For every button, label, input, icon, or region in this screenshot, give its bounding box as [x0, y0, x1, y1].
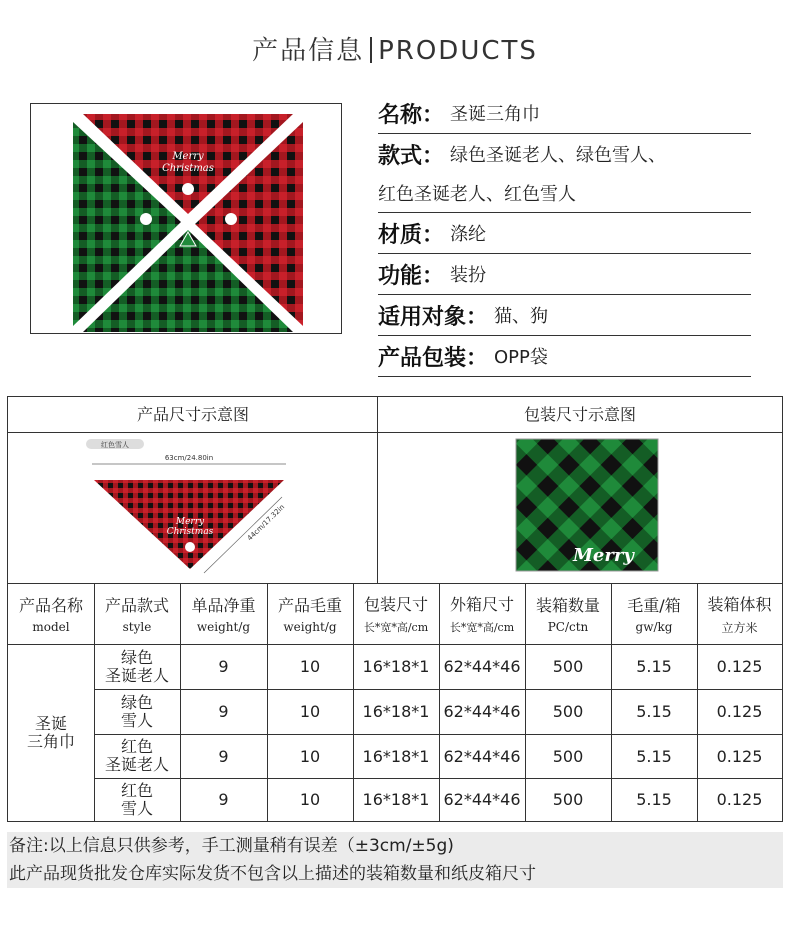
row-carton-weight: 5.15 — [636, 790, 672, 809]
row-carton-volume: 0.125 — [716, 702, 763, 721]
header-gross-weight — [267, 583, 353, 644]
header-carton-volume-en: 立方米 — [721, 620, 758, 635]
product-size-header: 产品尺寸示意图 — [8, 397, 378, 433]
header-style-cn: 产品款式 — [104, 596, 169, 615]
row-style-line1: 绿色 — [120, 692, 153, 712]
spec-table — [7, 396, 783, 822]
notes-block — [7, 832, 783, 888]
header-carton-weight-en: gw/kg — [635, 620, 673, 634]
page-title — [0, 30, 790, 67]
header-model — [8, 583, 94, 644]
title-divider — [370, 37, 372, 63]
row-gross-weight: 10 — [299, 746, 321, 766]
info-target-row — [378, 295, 751, 336]
santa-figure-2 — [225, 213, 237, 225]
header-package-size-cn: 包装尺寸 — [363, 595, 428, 614]
bandana-text-top: Merry — [172, 151, 204, 162]
row-net-weight: 9 — [218, 790, 229, 809]
info-material-key: 材质： — [378, 222, 445, 248]
style-tag: 红色雪人 — [101, 441, 129, 449]
row-style — [94, 644, 180, 689]
row-gross-weight: 10 — [299, 702, 321, 721]
info-style-value-2: 红色圣诞老人、红色雪人 — [378, 183, 576, 205]
info-name-value: 圣诞三角巾 — [450, 104, 541, 125]
header-style — [94, 583, 180, 644]
side-dimension-label: 44cm/17.32in — [245, 503, 287, 543]
header-net-weight-en: weight/g — [196, 620, 251, 634]
row-style-line2: 圣诞老人 — [104, 755, 169, 774]
info-function-value: 装扮 — [450, 265, 487, 286]
row-carton-volume: 0.125 — [716, 657, 763, 676]
header-style-en: style — [122, 620, 152, 634]
row-quantity: 500 — [552, 657, 584, 676]
row-quantity: 500 — [552, 746, 584, 766]
row-carton-weight: 5.15 — [636, 746, 672, 766]
header-package-size — [353, 583, 439, 644]
row-style-line1: 红色 — [120, 780, 153, 800]
info-function-row — [378, 254, 751, 295]
row-style-line2: 雪人 — [120, 710, 153, 730]
row-package-size: 16*18*1 — [362, 746, 430, 766]
info-style-row — [378, 134, 751, 213]
info-target-value: 猫、狗 — [494, 306, 549, 327]
row-net-weight: 9 — [218, 657, 229, 676]
title-en: PRODUCTS — [378, 36, 538, 66]
row-carton-size: 62*44*46 — [443, 746, 521, 766]
title-cn: 产品信息 — [252, 36, 365, 66]
note-line-2: 此产品现货批发仓库实际发货不包含以上描述的装箱数量和纸皮箱尺寸 — [9, 864, 536, 884]
header-carton-volume-cn: 装箱体积 — [707, 594, 772, 614]
row-quantity: 500 — [552, 790, 584, 809]
row-quantity: 500 — [552, 702, 584, 721]
row-package-size: 16*18*1 — [362, 657, 430, 676]
info-package-key: 产品包装： — [378, 345, 489, 371]
row-gross-weight: 10 — [299, 790, 321, 809]
row-gross-weight: 10 — [299, 657, 321, 676]
header-gross-weight-en: weight/g — [283, 620, 337, 634]
note-line-1: 备注:以上信息只供参考，手工测量稍有误差（±3cm/±5g) — [9, 836, 454, 856]
row-carton-size: 62*44*46 — [443, 790, 521, 809]
row-carton-volume: 0.125 — [716, 746, 763, 766]
info-material-row — [378, 213, 751, 254]
header-carton-size — [439, 583, 525, 644]
header-carton-volume — [697, 583, 782, 644]
header-net-weight — [180, 583, 267, 644]
product-info-list — [378, 93, 751, 377]
row-style — [94, 778, 180, 821]
package-print-text: Merry — [573, 545, 634, 566]
header-carton-weight-cn: 毛重/箱 — [627, 596, 681, 615]
header-model-en: model — [32, 620, 70, 634]
bandana-print-text-2: Christmas — [166, 527, 214, 537]
santa-figure — [140, 213, 152, 225]
info-target-key: 适用对象： — [378, 304, 489, 330]
row-carton-weight: 5.15 — [636, 702, 672, 721]
row-carton-volume: 0.125 — [716, 790, 763, 809]
product-photo — [30, 103, 342, 334]
header-package-size-en: 长*宽*高/cm — [363, 621, 429, 634]
row-package-size: 16*18*1 — [362, 702, 430, 721]
info-package-value: OPP袋 — [494, 347, 548, 368]
model-line-2: 三角巾 — [26, 731, 75, 751]
header-gross-weight-cn: 产品毛重 — [277, 596, 342, 615]
row-style — [94, 689, 180, 734]
header-quantity-en: PC/ctn — [547, 620, 589, 634]
info-style-value-1: 绿色圣诞老人、绿色雪人、 — [450, 145, 667, 166]
info-name-row — [378, 93, 751, 134]
info-material-value: 涤纶 — [450, 224, 487, 245]
row-carton-size: 62*44*46 — [443, 657, 521, 676]
width-dimension-label: 63cm/24.80in — [164, 454, 214, 462]
info-style-key: 款式： — [378, 143, 445, 169]
row-carton-size: 62*44*46 — [443, 702, 521, 721]
row-carton-weight: 5.15 — [636, 657, 672, 676]
header-quantity-cn: 装箱数量 — [535, 596, 600, 615]
info-package-row — [378, 336, 751, 377]
snowman-figure — [182, 183, 194, 195]
header-carton-size-cn: 外箱尺寸 — [449, 595, 514, 614]
product-size-diagram — [8, 433, 377, 583]
row-package-size: 16*18*1 — [362, 790, 430, 809]
package-size-header: 包装尺寸示意图 — [378, 397, 782, 433]
model-cell — [8, 644, 94, 821]
info-function-key: 功能： — [378, 263, 445, 289]
bandana-set-image — [31, 104, 341, 333]
model-line-1: 圣诞 — [34, 713, 67, 733]
row-net-weight: 9 — [218, 746, 229, 766]
header-carton-size-en: 长*宽*高/cm — [449, 621, 515, 634]
header-quantity — [525, 583, 611, 644]
bandana-print-text: Merry — [175, 517, 205, 527]
row-net-weight: 9 — [218, 702, 229, 721]
row-style-line1: 绿色 — [120, 647, 153, 667]
row-style-line2: 雪人 — [120, 798, 153, 818]
info-name-key: 名称： — [378, 102, 445, 128]
snowman-print — [185, 542, 195, 552]
bandana-text-top-2: Christmas — [162, 163, 214, 174]
row-style — [94, 734, 180, 778]
row-style-line2: 圣诞老人 — [104, 665, 169, 685]
header-model-cn: 产品名称 — [18, 596, 83, 615]
row-style-line1: 红色 — [120, 737, 153, 756]
header-net-weight-cn: 单品净重 — [191, 596, 256, 615]
package-diagram — [378, 433, 782, 583]
header-carton-weight — [611, 583, 697, 644]
